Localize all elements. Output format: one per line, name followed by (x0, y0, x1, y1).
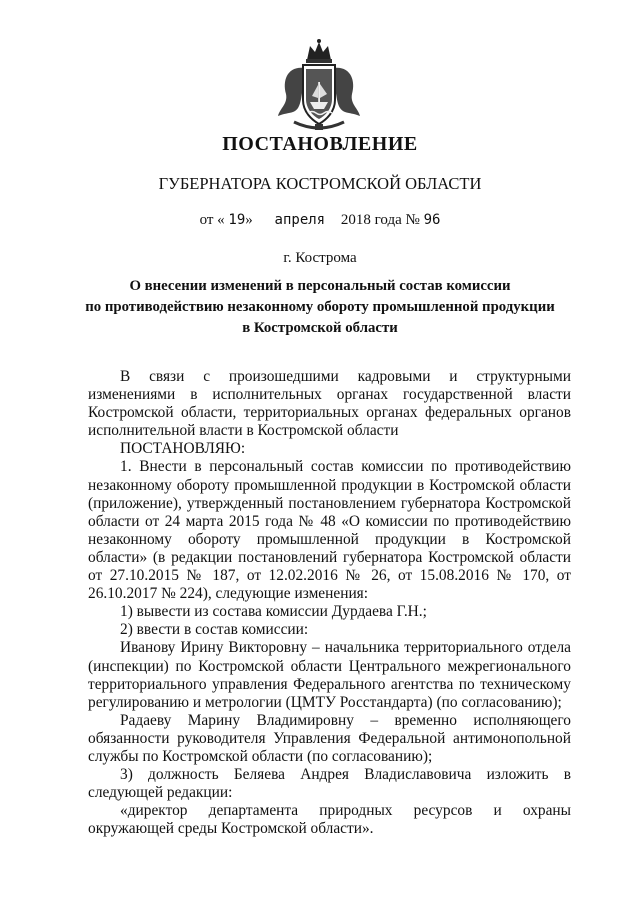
date-close: » (245, 212, 253, 228)
member-radaeva: Радаеву Марину Владимировну – временно исполняющего обязанности руководителя Управления Федеральной антимонопольной службы по Костромской области (по согласованию); (88, 711, 571, 765)
document-number: 96 (423, 212, 441, 228)
subclause-1: 1) вывести из состава комиссии Дурдаева Г.Н.; (120, 603, 427, 621)
resolve-word: ПОСТАНОВЛЯЮ: (120, 440, 246, 458)
document-type-title: ПОСТАНОВЛЕНИЕ (222, 133, 418, 155)
issuer-title: ГУБЕРНАТОРА КОСТРОМСКОЙ ОБЛАСТИ (158, 174, 482, 193)
member-ivanova: Иванову Ирину Викторовну – начальника территориального отдела (инспекции) по Костромской области Центрального межрегионального территориального управления Федерального агентства по техническому регулированию и метрологии (ЦМТУ Росстандарта) (по согласованию); (88, 639, 571, 711)
new-position-quote: «директор департамента природных ресурсов и охраны окружающей среды Костромской области». (88, 802, 571, 838)
document-heading (60, 276, 580, 339)
preamble-paragraph: В связи с произошедшими кадровыми и структурными изменениями в исполнительных органах государственной власти Костромской области, территориальных органах федеральных органов исполнительной власти в Костромской области (88, 368, 571, 440)
city-name: г. Кострома (283, 250, 357, 266)
document-date-line (0, 212, 640, 229)
heading-line: по противодействию незаконному обороту промышленной продукции (85, 299, 555, 315)
clause-1-paragraph: 1. Внести в персональный состав комиссии по противодействию незаконному обороту промышленной продукции в Костромской области (приложение), утвержденный постановлением губернатора Костромской области от 24 марта 2015 года № 48 «О комиссии по противодействию незаконному обороту промышленной продукции в Костромской области» (в редакции постановлений губернатора Костромской области от 27.10.2015 № 187, от 12.02.2016 № 26, от 15.08.2016 № 170, от 26.10.2017 № 224), следующие изменения: (88, 458, 571, 603)
heading-line: О внесении изменений в персональный состав комиссии (129, 278, 511, 294)
subclause-3: 3) должность Беляева Андрея Владиславовича изложить в следующей редакции: (88, 766, 571, 802)
date-prefix: от « (199, 212, 225, 228)
date-year: 2018 года № (340, 212, 420, 228)
coat-of-arms-icon (274, 38, 364, 134)
date-month: апреля (274, 212, 326, 228)
date-day: 19 (228, 212, 246, 228)
subclause-2: 2) ввести в состав комиссии: (120, 621, 309, 639)
document-body (88, 368, 571, 838)
heading-line: в Костромской области (242, 320, 398, 336)
